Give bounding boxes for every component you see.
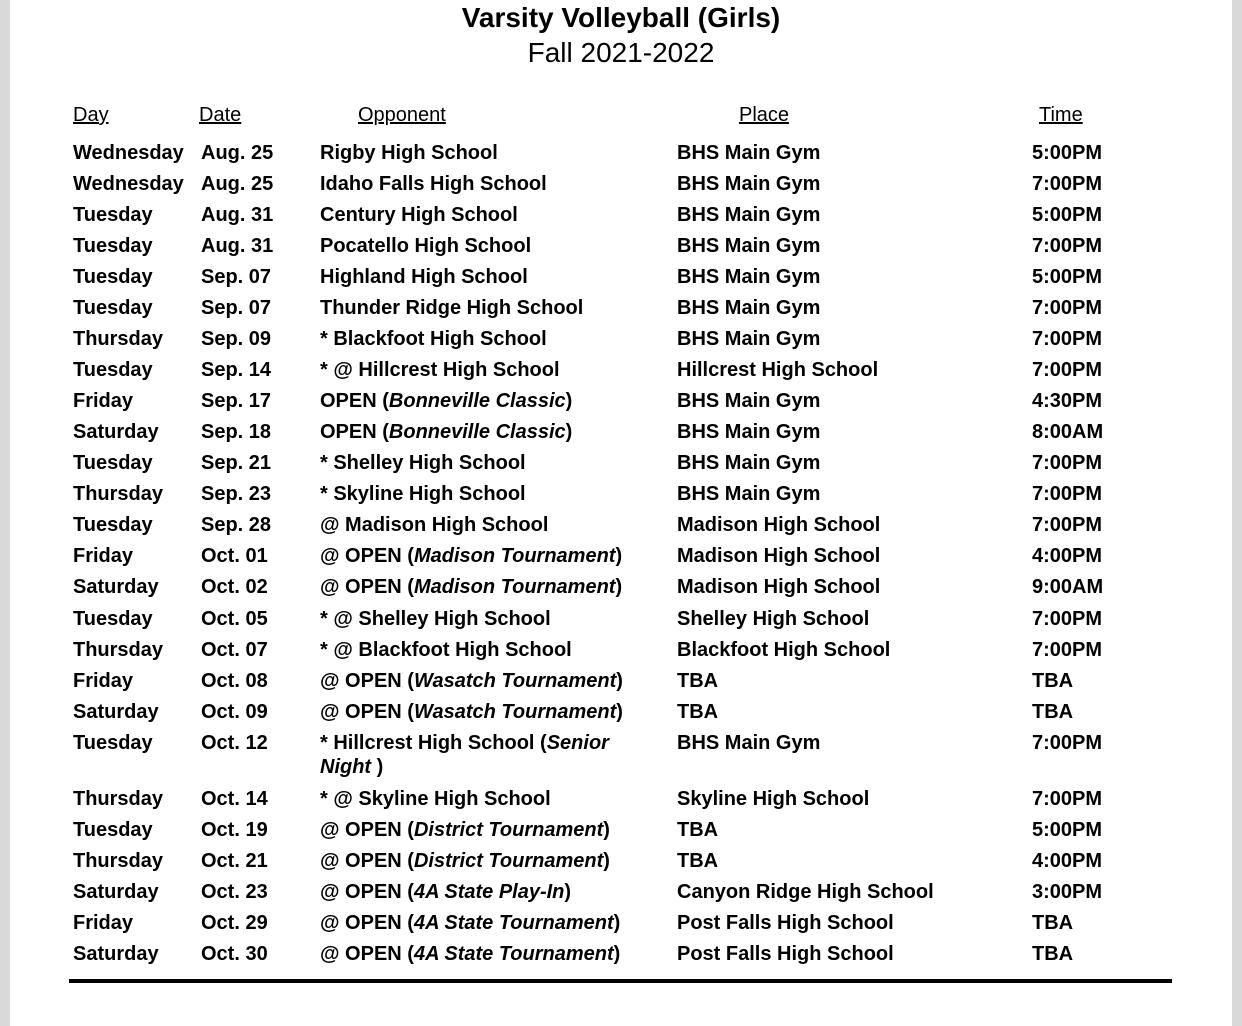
table-row	[10, 389, 1232, 420]
day-cell: Thursday	[73, 788, 164, 810]
time-cell: 9:00AM	[1032, 576, 1104, 598]
day-cell: Tuesday	[73, 297, 153, 319]
time-cell: 7:00PM	[1032, 514, 1103, 536]
date-cell: Oct. 21	[201, 850, 268, 872]
day-cell: Saturday	[73, 943, 159, 965]
opponent-cell	[320, 482, 650, 506]
opponent-cell	[320, 942, 650, 966]
table-row	[10, 942, 1232, 973]
time-cell: 5:00PM	[1032, 819, 1103, 841]
place-cell: TBA	[677, 670, 719, 692]
time-cell: 5:00PM	[1032, 204, 1103, 226]
opponent-text: Highland High School	[320, 266, 528, 288]
date-cell: Oct. 09	[201, 701, 268, 723]
place-cell: BHS Main Gym	[677, 235, 821, 257]
table-row	[10, 911, 1232, 942]
opponent-cell	[320, 787, 650, 811]
time-cell: TBA	[1032, 670, 1074, 692]
day-cell: Tuesday	[73, 452, 153, 474]
date-cell: Oct. 01	[201, 545, 268, 567]
date-cell: Sep. 23	[201, 483, 272, 505]
place-cell: TBA	[677, 819, 719, 841]
date-cell: Sep. 28	[201, 514, 272, 536]
time-cell: 5:00PM	[1032, 266, 1103, 288]
opponent-cell	[320, 544, 650, 568]
table-row	[10, 265, 1232, 296]
date-cell: Aug. 31	[201, 235, 274, 257]
opponent-text: @ OPEN (	[320, 670, 414, 692]
date-cell: Sep. 21	[201, 452, 272, 474]
place-cell: TBA	[677, 701, 719, 723]
day-cell: Saturday	[73, 576, 159, 598]
place-cell: BHS Main Gym	[677, 142, 821, 164]
time-cell: TBA	[1032, 943, 1074, 965]
event-note: Senior Night	[320, 732, 609, 778]
opponent-cell	[320, 911, 650, 935]
place-cell: TBA	[677, 850, 719, 872]
time-cell: 7:00PM	[1032, 359, 1103, 381]
table-row	[10, 296, 1232, 327]
event-note: Bonneville Classic	[388, 421, 566, 443]
place-cell: BHS Main Gym	[677, 266, 821, 288]
table-row	[10, 575, 1232, 606]
day-cell: Tuesday	[73, 235, 153, 257]
date-cell: Oct. 19	[201, 819, 268, 841]
date-cell: Sep. 17	[201, 390, 272, 412]
opponent-text: * Skyline High School	[320, 483, 526, 505]
opponent-tail: )	[616, 670, 623, 692]
event-note: 4A State Tournament	[413, 912, 614, 934]
day-cell: Tuesday	[73, 514, 153, 536]
page-subtitle: Fall 2021-2022	[527, 37, 715, 68]
event-note: District Tournament	[413, 850, 604, 872]
opponent-cell	[320, 420, 650, 444]
table-row	[10, 731, 1232, 778]
place-cell: BHS Main Gym	[677, 452, 821, 474]
date-cell: Sep. 09	[201, 328, 272, 350]
event-note: Bonneville Classic	[388, 390, 566, 412]
opponent-text: * Blackfoot High School	[320, 328, 547, 350]
table-row	[10, 818, 1232, 849]
time-cell: 7:00PM	[1032, 297, 1103, 319]
event-note: 4A State Play-In	[413, 881, 565, 903]
place-cell: Canyon Ridge High School	[677, 881, 934, 903]
opponent-tail: )	[564, 881, 572, 903]
opponent-cell	[320, 358, 650, 382]
opponent-tail: )	[616, 701, 623, 723]
place-cell: BHS Main Gym	[677, 328, 821, 350]
place-cell: BHS Main Gym	[677, 204, 821, 226]
day-cell: Saturday	[73, 421, 159, 443]
opponent-text: Thunder Ridge High School	[320, 297, 584, 319]
event-note: Wasatch Tournament	[413, 670, 617, 692]
header-place: Place	[739, 104, 790, 126]
table-row	[10, 358, 1232, 389]
opponent-tail: )	[603, 819, 610, 841]
opponent-cell	[320, 296, 650, 320]
place-cell: Skyline High School	[677, 788, 870, 810]
header-date: Date	[199, 104, 242, 126]
opponent-cell	[320, 638, 650, 662]
opponent-text: Rigby High School	[320, 142, 498, 164]
time-cell: TBA	[1032, 701, 1074, 723]
opponent-cell	[320, 265, 650, 289]
opponent-text: @ OPEN (	[320, 819, 414, 841]
opponent-cell	[320, 451, 650, 475]
day-cell: Thursday	[73, 850, 164, 872]
schedule-page	[10, 0, 1232, 1026]
day-cell: Friday	[73, 670, 134, 692]
table-row	[10, 141, 1232, 172]
opponent-tail: )	[371, 756, 384, 778]
opponent-cell	[320, 849, 650, 873]
opponent-cell	[320, 513, 650, 537]
day-cell: Tuesday	[73, 732, 153, 754]
opponent-tail: )	[565, 390, 573, 412]
opponent-cell	[320, 731, 650, 779]
header-day: Day	[73, 104, 109, 126]
place-cell: BHS Main Gym	[677, 732, 821, 754]
header-time: Time	[1039, 104, 1083, 126]
place-cell: Blackfoot High School	[677, 639, 891, 661]
opponent-text: * @ Shelley High School	[320, 608, 551, 630]
time-cell: 7:00PM	[1032, 452, 1103, 474]
table-row	[10, 420, 1232, 451]
day-cell: Tuesday	[73, 204, 153, 226]
place-cell: Madison High School	[677, 576, 881, 598]
day-cell: Friday	[73, 545, 134, 567]
opponent-cell	[320, 880, 650, 904]
opponent-text: * Hillcrest High School (	[320, 732, 547, 754]
date-cell: Oct. 14	[201, 788, 268, 810]
time-cell: TBA	[1032, 912, 1074, 934]
opponent-text: Idaho Falls High School	[320, 173, 547, 195]
opponent-text: Pocatello High School	[320, 235, 532, 257]
table-row	[10, 327, 1232, 358]
place-cell: Post Falls High School	[677, 912, 894, 934]
opponent-text: @ OPEN (	[320, 701, 414, 723]
table-row	[10, 203, 1232, 234]
place-cell: BHS Main Gym	[677, 390, 821, 412]
day-cell: Tuesday	[73, 266, 153, 288]
date-cell: Sep. 07	[201, 297, 272, 319]
event-note: Madison Tournament	[413, 545, 616, 567]
opponent-tail: )	[615, 545, 623, 567]
place-cell: BHS Main Gym	[677, 421, 821, 443]
opponent-cell	[320, 607, 650, 631]
day-cell: Wednesday	[73, 142, 184, 164]
opponent-text: @ OPEN (	[320, 943, 414, 965]
date-cell: Oct. 30	[201, 943, 268, 965]
date-cell: Sep. 07	[201, 266, 272, 288]
event-note: District Tournament	[413, 819, 604, 841]
opponent-cell	[320, 700, 650, 724]
opponent-text: Century High School	[320, 204, 518, 226]
time-cell: 7:00PM	[1032, 639, 1103, 661]
date-cell: Sep. 18	[201, 421, 272, 443]
time-cell: 7:00PM	[1032, 788, 1103, 810]
opponent-text: * @ Skyline High School	[320, 788, 551, 810]
opponent-tail: )	[613, 912, 621, 934]
date-cell: Oct. 12	[201, 732, 268, 754]
table-row	[10, 607, 1232, 638]
opponent-cell	[320, 203, 650, 227]
opponent-text: @ OPEN (	[320, 912, 414, 934]
opponent-text: @ OPEN (	[320, 881, 414, 903]
opponent-cell	[320, 172, 650, 196]
table-row	[10, 880, 1232, 911]
opponent-cell	[320, 327, 650, 351]
time-cell: 7:00PM	[1032, 483, 1103, 505]
day-cell: Wednesday	[73, 173, 184, 195]
place-cell: Shelley High School	[677, 608, 870, 630]
day-cell: Tuesday	[73, 819, 153, 841]
day-cell: Tuesday	[73, 608, 153, 630]
opponent-tail: )	[565, 421, 573, 443]
opponent-tail: )	[603, 850, 610, 872]
place-cell: Hillcrest High School	[677, 359, 879, 381]
opponent-cell	[320, 389, 650, 413]
bottom-divider	[69, 979, 1172, 983]
header-opponent: Opponent	[358, 104, 446, 126]
opponent-tail: )	[613, 943, 621, 965]
place-cell: BHS Main Gym	[677, 297, 821, 319]
date-cell: Oct. 07	[201, 639, 268, 661]
date-cell: Aug. 31	[201, 204, 274, 226]
opponent-text: @ OPEN (	[320, 545, 414, 567]
opponent-cell	[320, 141, 650, 165]
table-row	[10, 234, 1232, 265]
time-cell: 7:00PM	[1032, 608, 1103, 630]
place-cell: Madison High School	[677, 514, 881, 536]
date-cell: Sep. 14	[201, 359, 272, 381]
event-note: Madison Tournament	[413, 576, 616, 598]
table-row	[10, 482, 1232, 513]
date-cell: Oct. 23	[201, 881, 268, 903]
table-row	[10, 172, 1232, 203]
time-cell: 5:00PM	[1032, 142, 1103, 164]
opponent-tail: )	[615, 576, 623, 598]
day-cell: Saturday	[73, 881, 159, 903]
table-row	[10, 513, 1232, 544]
day-cell: Thursday	[73, 483, 164, 505]
table-row	[10, 669, 1232, 700]
day-cell: Thursday	[73, 639, 164, 661]
time-cell: 4:30PM	[1032, 390, 1103, 412]
date-cell: Aug. 25	[201, 173, 274, 195]
opponent-text: OPEN (	[320, 421, 389, 443]
opponent-text: @ OPEN (	[320, 850, 414, 872]
table-row	[10, 451, 1232, 482]
place-cell: Post Falls High School	[677, 943, 894, 965]
opponent-cell	[320, 669, 650, 693]
date-cell: Aug. 25	[201, 142, 274, 164]
table-row	[10, 544, 1232, 575]
event-note: 4A State Tournament	[413, 943, 614, 965]
opponent-cell	[320, 575, 650, 599]
table-row	[10, 849, 1232, 880]
opponent-cell	[320, 818, 650, 842]
opponent-text: * Shelley High School	[320, 452, 526, 474]
place-cell: BHS Main Gym	[677, 483, 821, 505]
opponent-text: @ Madison High School	[320, 514, 549, 536]
opponent-text: @ OPEN (	[320, 576, 414, 598]
event-note: Wasatch Tournament	[413, 701, 617, 723]
day-cell: Tuesday	[73, 359, 153, 381]
time-cell: 7:00PM	[1032, 235, 1103, 257]
day-cell: Friday	[73, 912, 134, 934]
time-cell: 7:00PM	[1032, 328, 1103, 350]
table-row	[10, 638, 1232, 669]
day-cell: Saturday	[73, 701, 159, 723]
opponent-text: * @ Blackfoot High School	[320, 639, 572, 661]
date-cell: Oct. 02	[201, 576, 268, 598]
date-cell: Oct. 29	[201, 912, 268, 934]
page-title: Varsity Volleyball (Girls)	[461, 2, 781, 33]
table-row	[10, 787, 1232, 818]
opponent-text: OPEN (	[320, 390, 389, 412]
time-cell: 7:00PM	[1032, 732, 1103, 754]
table-row	[10, 700, 1232, 731]
day-cell: Thursday	[73, 328, 164, 350]
time-cell: 7:00PM	[1032, 173, 1103, 195]
time-cell: 3:00PM	[1032, 881, 1103, 903]
time-cell: 4:00PM	[1032, 850, 1103, 872]
time-cell: 4:00PM	[1032, 545, 1103, 567]
time-cell: 8:00AM	[1032, 421, 1104, 443]
opponent-cell	[320, 234, 650, 258]
date-cell: Oct. 08	[201, 670, 268, 692]
place-cell: BHS Main Gym	[677, 173, 821, 195]
day-cell: Friday	[73, 390, 134, 412]
place-cell: Madison High School	[677, 545, 881, 567]
date-cell: Oct. 05	[201, 608, 268, 630]
opponent-text: * @ Hillcrest High School	[320, 359, 560, 381]
